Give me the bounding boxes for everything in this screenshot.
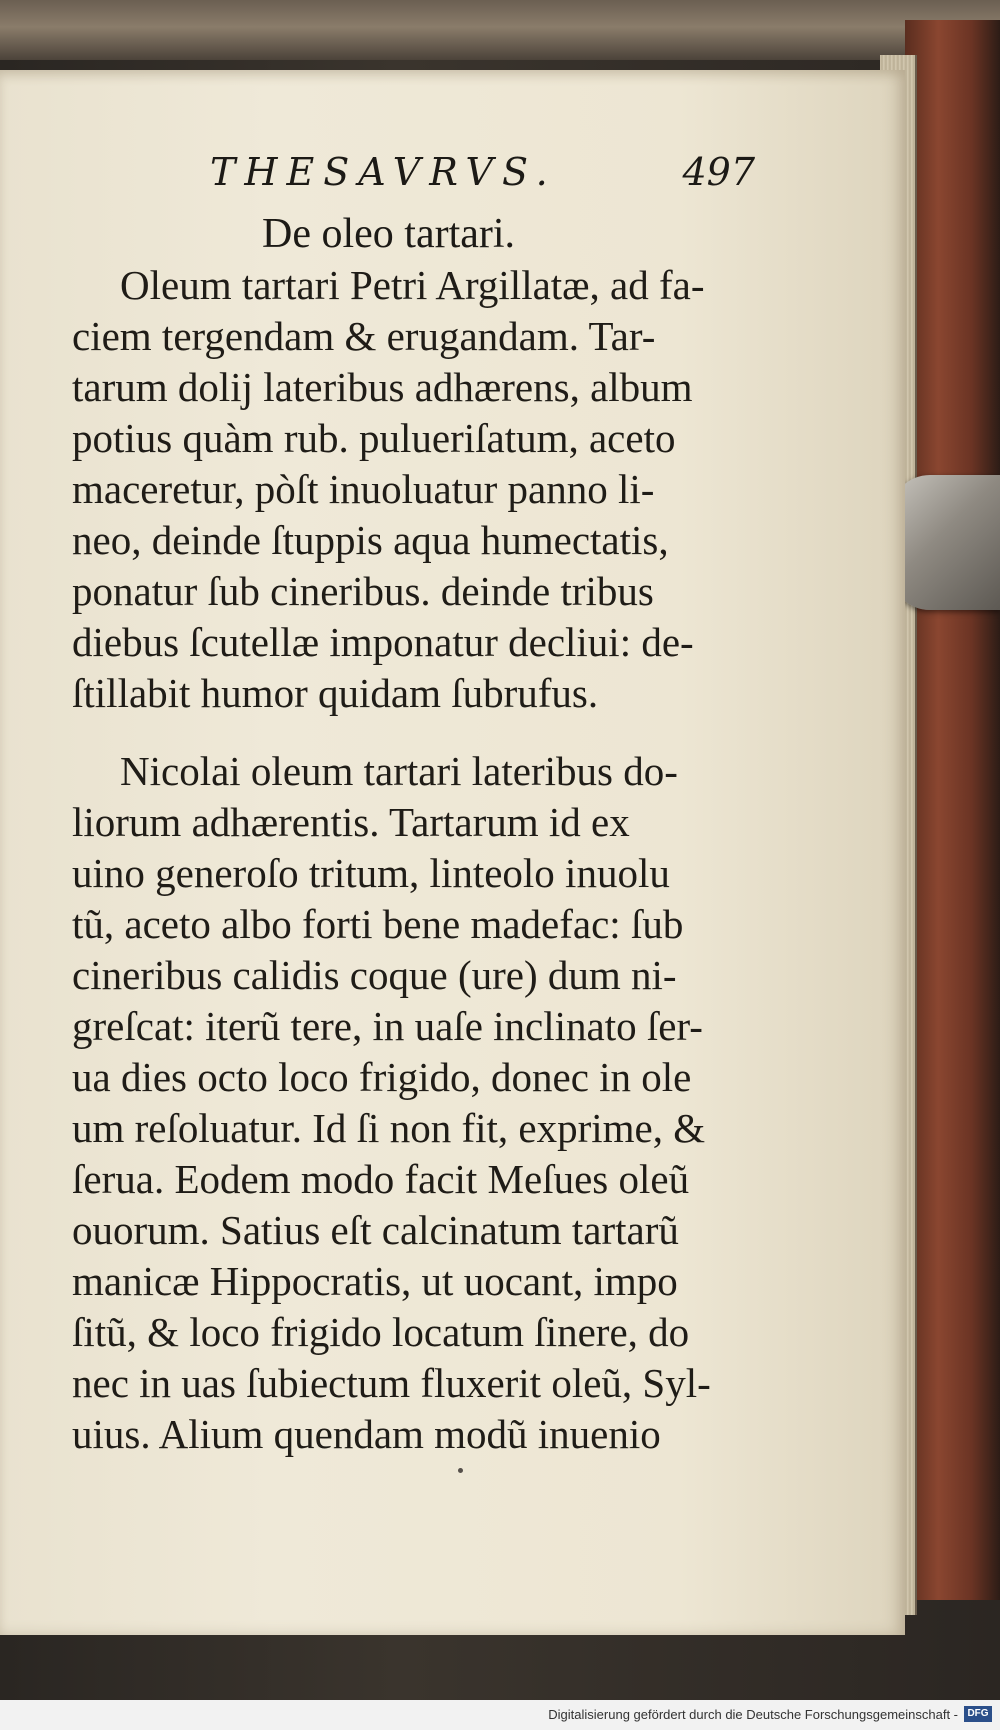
- text-line: manicæ Hippocratis, ut uocant, impo: [72, 1258, 678, 1304]
- book-cover-top-edge: [0, 0, 1000, 60]
- digitization-footer: [0, 1700, 1000, 1730]
- text-line: maceretur, pòſt inuoluatur panno li-: [72, 466, 655, 512]
- text-line: Oleum tartari Petri Argillatæ, ad fa-: [120, 262, 705, 308]
- text-line: tũ, aceto albo forti bene madefac: ſub: [72, 901, 684, 947]
- text-line: diebus ſcutellæ imponatur decliui: de-: [72, 619, 694, 665]
- text-line: um reſoluatur. Id ſi non fit, exprime, &: [72, 1105, 706, 1151]
- dfg-logo-icon: DFG: [964, 1706, 992, 1722]
- page-header: [210, 150, 755, 200]
- text-line: neo, deinde ſtuppis aqua humectatis,: [72, 517, 669, 563]
- text-line: nec in uas ſubiectum fluxerit oleũ, Syl-: [72, 1360, 711, 1406]
- footer-credit: Digitalisierung gefördert durch die Deutsche Forschungsgemeinschaft -: [548, 1707, 958, 1722]
- body-text: [72, 260, 772, 1460]
- text-line: ouorum. Satius eſt calcinatum tartarũ: [72, 1207, 679, 1253]
- text-line: Nicolai oleum tartari lateribus do-: [120, 748, 678, 794]
- running-head: THESAVRVS.: [210, 150, 557, 194]
- text-line: ſitũ, & loco frigido locatum ſinere, do: [72, 1309, 690, 1355]
- text-line: ſtillabit humor quidam ſubrufus.: [72, 670, 599, 716]
- text-line: uino generoſo tritum, linteolo inuolu: [72, 850, 670, 896]
- page-clip-icon: [890, 475, 1000, 610]
- book-cover-spine: [905, 20, 1000, 1600]
- page-number: 497: [682, 150, 755, 194]
- section-title: De oleo tartari.: [262, 211, 516, 257]
- text-line: ciem tergendam & erugandam. Tar-: [72, 313, 656, 359]
- text-line: ua dies octo loco frigido, donec in ole: [72, 1054, 692, 1100]
- text-line: tarum dolij lateribus adhærens, album: [72, 364, 693, 410]
- text-line: cineribus calidis coque (ure) dum ni-: [72, 952, 677, 998]
- text-line: greſcat: iterũ tere, in uaſe inclinato ſer-: [72, 1003, 703, 1049]
- text-line: ſerua. Eodem modo facit Meſues oleũ: [72, 1156, 690, 1202]
- text-line: uius. Alium quendam modũ inuenio: [72, 1411, 661, 1457]
- text-line: potius quàm rub. pulueriſatum, aceto: [72, 415, 676, 461]
- ink-speck: [458, 1468, 463, 1473]
- text-line: liorum adhærentis. Tartarum id ex: [72, 799, 630, 845]
- text-line: ponatur ſub cineribus. deinde tribus: [72, 568, 654, 614]
